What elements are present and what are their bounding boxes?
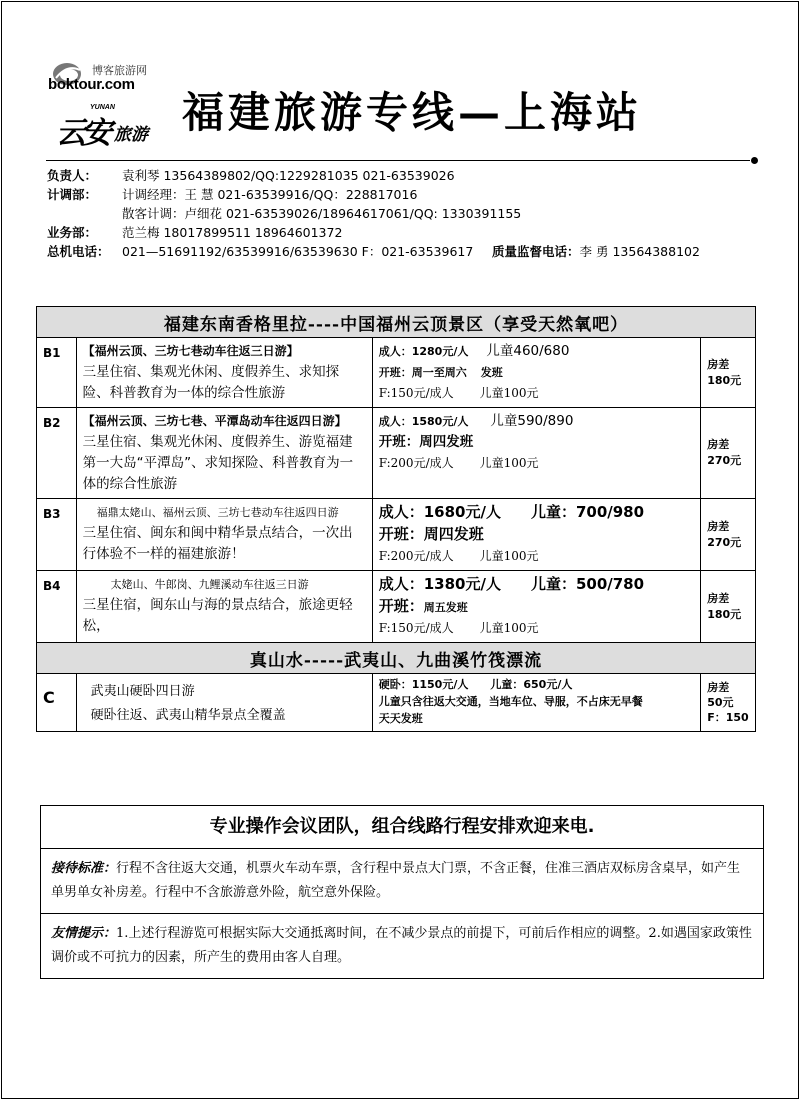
contact-plan-label: 计调部： bbox=[47, 187, 98, 202]
route-price bbox=[372, 571, 700, 643]
friendly-tips-text: 1.上述行程游览可根据实际大交通抵离时间，在不减少景点的前提下，可前后作相应的调整。2.如遇国家政策性调价或不可抗力的因素，所产生的费用由客人自理。 bbox=[51, 926, 752, 965]
route-description bbox=[76, 674, 372, 732]
room-diff: 房差 180元 bbox=[701, 338, 756, 408]
route-body: 硬卧往返、武夷山精华景点全覆盖 bbox=[90, 708, 286, 723]
contact-plan bbox=[47, 185, 418, 203]
route-code: B2 bbox=[37, 408, 77, 499]
adult-price: 成人：1380元/人 bbox=[378, 575, 501, 593]
route-price bbox=[372, 674, 700, 732]
table-row bbox=[37, 338, 756, 408]
child-price: 儿童：700/980 bbox=[530, 503, 645, 521]
contact-plan2-value: 散客计调：卢细花 021-63539026/18964617061/QQ: 1330391155 bbox=[122, 206, 522, 221]
f-child-price: 儿童100元 bbox=[479, 549, 539, 563]
route-description bbox=[76, 338, 372, 408]
route-code: B1 bbox=[37, 338, 77, 408]
yunan-logo bbox=[50, 100, 150, 150]
slogan: 专业操作会议团队，组合线路行程安排欢迎来电. bbox=[41, 806, 763, 849]
boktour-logo bbox=[48, 56, 148, 101]
adult-price: 硬卧：1150元/人 bbox=[378, 678, 469, 691]
route-body: 三星住宿、集观光休闲、度假养生、游览福建第一大岛“平潭岛”、求知探险、科普教育为一体的综合性旅游 bbox=[82, 434, 354, 492]
logo-brand-en: YUNAN bbox=[90, 104, 115, 111]
route-body: 三星住宿，闽东山与海的景点结合，旅途更轻松， bbox=[82, 597, 353, 634]
child-price: 儿童：650元/人 bbox=[490, 678, 573, 691]
room-diff-value: 50元 bbox=[707, 696, 734, 709]
adult-price: 成人：1280元/人 bbox=[378, 345, 469, 358]
f-adult-price: F:150元/成人 bbox=[378, 386, 454, 400]
route-code: B3 bbox=[37, 499, 77, 571]
contact-phone-label: 总机电话： bbox=[47, 244, 110, 259]
child-note: 儿童只含往返大交通，当地车位、导服，不占床无早餐 bbox=[378, 695, 643, 708]
f-child-price: 儿童100元 bbox=[479, 621, 539, 635]
contact-manager-value: 袁利琴 13564389802/QQ:1229281035 021-63539026 bbox=[122, 168, 455, 183]
route-body: 三星住宿、集观光休闲、度假养生、求知探险、科普教育为一体的综合性旅游 bbox=[82, 364, 340, 401]
contact-sales-label: 业务部： bbox=[47, 225, 98, 240]
tour-table bbox=[36, 306, 756, 732]
table-row bbox=[37, 674, 756, 732]
section-band: 真山水-----武夷山、九曲溪竹筏漂流 bbox=[37, 643, 756, 674]
child-price: 儿童590/890 bbox=[490, 413, 574, 429]
f-child-price: 儿童100元 bbox=[479, 456, 539, 470]
contact-sales-value: 范兰梅 18017899511 18964601372 bbox=[122, 225, 343, 240]
friendly-tips-label: 友情提示： bbox=[51, 926, 117, 941]
section-band-row bbox=[37, 643, 756, 674]
reception-standard-text: 行程不含往返大交通，机票火车动车票，含行程中景点大门票，不含正餐，住准三酒店双标房含桌早，如产生单男单女补房差。行程中不含旅游意外险，航空意外保险。 bbox=[51, 861, 741, 900]
f-child-price: 儿童100元 bbox=[479, 386, 539, 400]
room-diff: 房差 270元 bbox=[701, 408, 756, 499]
section-band-row bbox=[37, 307, 756, 338]
contact-phone-value: 021—51691192/63539916/63539630 F：021-63539617 bbox=[122, 244, 474, 259]
contact-quality-label: 质量监督电话： bbox=[492, 244, 580, 259]
table-row bbox=[37, 408, 756, 499]
contact-quality-value: 李 勇 13564388102 bbox=[579, 244, 700, 259]
logo-brand-mark: 云安 bbox=[56, 116, 108, 151]
route-description bbox=[76, 408, 372, 499]
route-title: 【福州云顶、三坊七巷、平潭岛动车往返四日游】 bbox=[82, 414, 347, 428]
contact-quality bbox=[492, 242, 700, 260]
route-description bbox=[76, 499, 372, 571]
f-value: F：150 bbox=[707, 711, 749, 724]
logo-brand-cn: 旅游 bbox=[114, 125, 148, 145]
route-price bbox=[372, 499, 700, 571]
route-price bbox=[372, 338, 700, 408]
room-diff: 房差 180元 bbox=[701, 571, 756, 643]
schedule-value: 发班 bbox=[480, 366, 503, 379]
child-price: 儿童：500/780 bbox=[530, 575, 645, 593]
schedule-value: 周五发班 bbox=[423, 601, 468, 614]
contact-manager-label: 负责人： bbox=[47, 168, 98, 183]
route-title: 福鼎太姥山、福州云顶、三坊七巷动车往返四日游 bbox=[96, 506, 339, 519]
schedule-label: 开班：周一至周六 bbox=[378, 366, 467, 379]
info-box bbox=[40, 805, 764, 979]
logo-site-en: boktour.com bbox=[48, 76, 135, 93]
section-band: 福建东南香格里拉----中国福州云顶景区（享受天然氧吧） bbox=[37, 307, 756, 338]
f-adult-price: F:150元/成人 bbox=[378, 621, 454, 635]
contact-plan-value: 计调经理：王 慧 021-63539916/QQ：228817016 bbox=[122, 187, 418, 202]
room-diff bbox=[701, 674, 756, 732]
f-adult-price: F:200元/成人 bbox=[378, 456, 454, 470]
route-code: B4 bbox=[37, 571, 77, 643]
route-title: 太姥山、牛郎岗、九鲤溪动车往返三日游 bbox=[110, 578, 309, 591]
room-diff-label: 房差 bbox=[707, 681, 730, 694]
adult-price: 成人：1580元/人 bbox=[378, 415, 469, 428]
room-diff: 房差 270元 bbox=[701, 499, 756, 571]
schedule-label: 开班：周四发班 bbox=[378, 434, 474, 450]
schedule-label: 开班： bbox=[378, 597, 424, 615]
schedule-label: 开班：周四发班 bbox=[378, 525, 484, 543]
adult-price: 成人：1680元/人 bbox=[378, 503, 501, 521]
route-description bbox=[76, 571, 372, 643]
contact-phone bbox=[47, 242, 474, 260]
daily-departure: 天天发班 bbox=[378, 712, 423, 725]
friendly-tips bbox=[41, 913, 763, 978]
route-title: 【福州云顶、三坊七巷动车往返三日游】 bbox=[82, 344, 299, 358]
contact-manager bbox=[47, 166, 455, 184]
f-adult-price: F:200元/成人 bbox=[378, 549, 454, 563]
reception-standard-label: 接待标准： bbox=[51, 861, 117, 876]
route-body: 三星住宿、闽东和闽中精华景点结合，一次出行体验不一样的福建旅游！ bbox=[82, 525, 353, 562]
route-code: C bbox=[37, 674, 77, 732]
reception-standard bbox=[41, 849, 763, 913]
header-divider bbox=[46, 160, 750, 161]
table-row bbox=[37, 499, 756, 571]
logo-site-cn: 博客旅游网 bbox=[92, 64, 147, 77]
route-price bbox=[372, 408, 700, 499]
child-price: 儿童460/680 bbox=[486, 343, 570, 359]
route-title: 武夷山硬卧四日游 bbox=[90, 684, 195, 699]
page-title: 福建旅游专线—上海站 bbox=[182, 88, 643, 137]
contact-sales bbox=[47, 223, 343, 241]
table-row bbox=[37, 571, 756, 643]
